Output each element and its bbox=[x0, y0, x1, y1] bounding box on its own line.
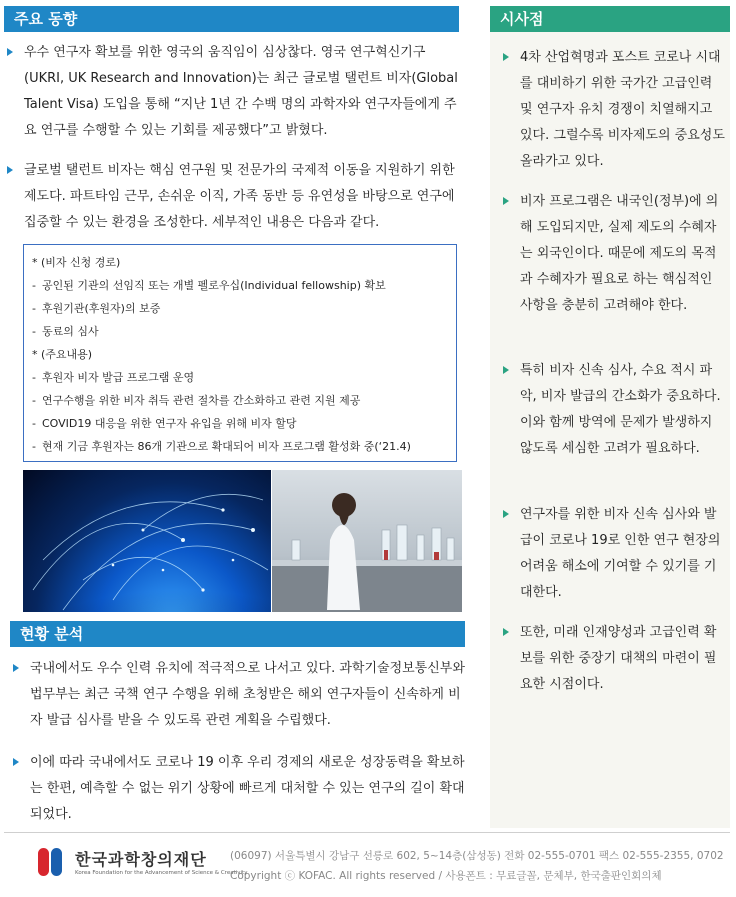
kofac-logo-icon bbox=[36, 846, 64, 878]
triangle-right-icon bbox=[503, 366, 509, 374]
sidebar-item-text: 연구자를 위한 비자 신속 심사와 발급이 코로나 19로 인한 연구 현장의 어려움 해소에 기여할 수 있기를 기대한다. bbox=[520, 507, 721, 600]
org-name: 한국과학창의재단 bbox=[75, 850, 207, 869]
triangle-right-icon bbox=[13, 664, 19, 672]
sidebar-item-text: 특히 비자 신속 심사, 수요 적시 파악, 비자 발급의 간소화가 중요하다. 이와 함께 방역에 문제가 발생하지 않도록 세심한 고려가 필요하다. bbox=[520, 363, 721, 456]
status-paragraph-1 bbox=[10, 656, 465, 734]
status-paragraph-2-text: 이에 따라 국내에서도 코로나 19 이후 우리 경제의 새로운 성장동력을 확보하는 한편, 예측할 수 없는 위기 상황에 빠르게 대처할 수 있는 연구의 길이 확대되었다. bbox=[30, 755, 465, 822]
sidebar-item-text: 비자 프로그램은 내국인(정부)에 의해 도입되지만, 실제 제도의 수혜자는 외국인이다. 때문에 제도의 목적과 수혜자가 필요로 하는 핵심적인 사항을 충분히 고려해야 한다. bbox=[520, 194, 719, 313]
list-item: - 후원자 비자 발급 프로그램 운영 bbox=[32, 366, 448, 389]
globe-network-image bbox=[23, 470, 271, 612]
list-item: - 동료의 심사 bbox=[32, 320, 448, 343]
box-heading-route: * (비자 신청 경로) bbox=[32, 256, 121, 269]
list-item: - 현재 기금 후원자는 86개 기관으로 확대되어 비자 프로그램 활성화 중(‘21.4) bbox=[32, 435, 448, 458]
list-item: - 공인된 기관의 선임직 또는 개별 펠로우십(Individual fellowship) 확보 bbox=[32, 274, 448, 297]
triangle-right-icon bbox=[7, 166, 13, 174]
implications-header: 시사점 bbox=[490, 6, 730, 32]
sidebar-item-1 bbox=[500, 45, 725, 175]
box-list-content bbox=[32, 366, 448, 458]
triangle-right-icon bbox=[503, 510, 509, 518]
sidebar-item-3 bbox=[500, 358, 725, 462]
status-paragraph-2 bbox=[10, 750, 465, 828]
main-paragraph-2-text: 글로벌 탤런트 비자는 핵심 연구원 및 전문가의 국제적 이동을 지원하기 위한 제도다. 파트타임 근무, 손쉬운 이직, 가족 동반 등 유연성을 바탕으로 연구에 집중할 수 있는 환경을 조성한다. 세부적인 내용은 다음과 같다. bbox=[24, 163, 455, 230]
status-paragraph-1-text: 국내에서도 우수 인력 유치에 적극적으로 나서고 있다. 과학기술정보통신부와 법무부는 최근 국책 연구 수행을 위해 초청받은 해외 연구자들이 신속하게 비자 발급 심사를 받을 수 있도록 관련 계획을 수립했다. bbox=[30, 661, 465, 728]
sidebar-item-text: 4차 산업혁명과 포스트 코로나 시대를 대비하기 위한 국가간 고급인력 및 연구자 유치 경쟁이 치열해지고 있다. 그럴수록 비자제도의 중요성도 올라가고 있다. bbox=[520, 50, 725, 169]
main-paragraph-2 bbox=[4, 158, 462, 236]
box-list-route bbox=[32, 274, 448, 343]
footer-address: (06097) 서울특별시 강남구 선릉로 602, 5~14층(삼성동) 전화 02-555-0701 팩스 02-555-2355, 0702 bbox=[230, 850, 724, 862]
main-paragraph-1 bbox=[4, 40, 462, 144]
triangle-right-icon bbox=[13, 758, 19, 766]
sidebar-item-2 bbox=[500, 189, 725, 319]
sidebar-item-text: 또한, 미래 인재양성과 고급인력 확보를 위한 중장기 대책의 마련이 필요한 시점이다. bbox=[520, 625, 717, 692]
triangle-right-icon bbox=[503, 197, 509, 205]
footer-divider bbox=[4, 832, 730, 833]
visa-detail-box bbox=[23, 244, 457, 462]
footer-copyright: Copyright ⓒ KOFAC. All rights reserved / 사용폰트 : 무료글꼴, 문체부, 한국출판인회의체 bbox=[230, 870, 662, 882]
box-heading-content: * (주요내용) bbox=[32, 348, 93, 361]
org-name-english: Korea Foundation for the Advancement of Science & Creativity bbox=[75, 870, 248, 876]
lab-researcher-image bbox=[272, 470, 462, 612]
main-trends-header: 주요 동향 bbox=[4, 6, 459, 32]
status-analysis-header: 현황 분석 bbox=[10, 621, 465, 647]
main-paragraph-1-text: 우수 연구자 확보를 위한 영국의 움직임이 심상찮다. 영국 연구혁신기구(UKRI, UK Research and Innovation)는 최근 글로벌 탤런트 비자(Global Talent Visa) 도입을 통해 “지난 1년 간 수백 명의 과학자와 연구자들에게 주요 연구를 수행할 수 있는 기회를 제공했다”고 밝혔다. bbox=[24, 45, 458, 138]
triangle-right-icon bbox=[503, 53, 509, 61]
sidebar-item-5 bbox=[500, 620, 725, 698]
triangle-right-icon bbox=[503, 628, 509, 636]
list-item: - 연구수행을 위한 비자 취득 관련 절차를 간소화하고 관련 지원 제공 bbox=[32, 389, 448, 412]
list-item: - COVID19 대응을 위한 연구자 유입을 위해 비자 할당 bbox=[32, 412, 448, 435]
list-item: - 후원기관(후원자)의 보증 bbox=[32, 297, 448, 320]
triangle-right-icon bbox=[7, 48, 13, 56]
sidebar-item-4 bbox=[500, 502, 725, 606]
